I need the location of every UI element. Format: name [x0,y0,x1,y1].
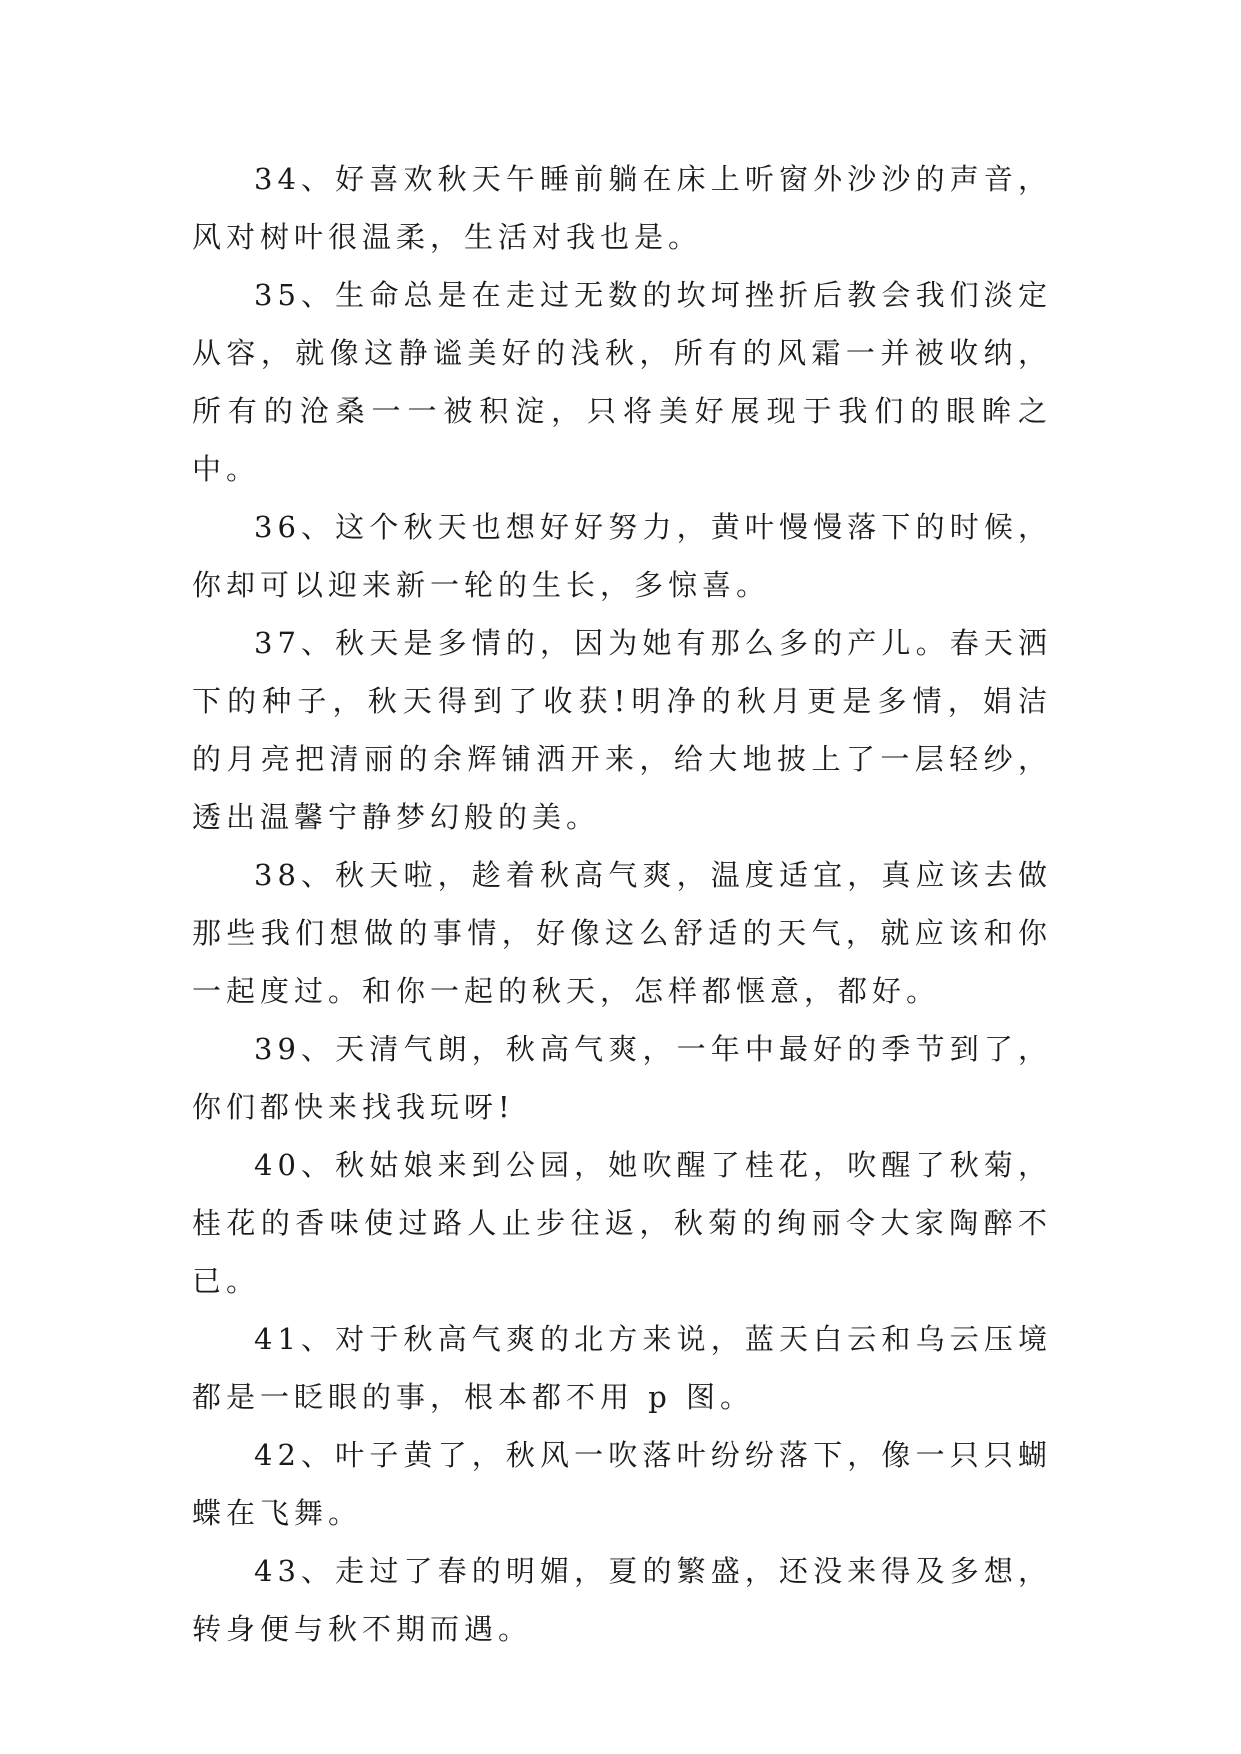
paragraph-34: 34、好喜欢秋天午睡前躺在床上听窗外沙沙的声音，风对树叶很温柔，生活对我也是。 [192,162,1052,254]
paragraph-41: 41、对于秋高气爽的北方来说，蓝天白云和乌云压境都是一眨眼的事，根本都不用 p 图。 [192,1322,1052,1414]
paragraph-42: 42、叶子黄了，秋风一吹落叶纷纷落下，像一只只蝴蝶在飞舞。 [192,1438,1052,1530]
paragraph-37: 37、秋天是多情的，因为她有那么多的产儿。春天洒下的种子，秋天得到了收获!明净的秋月更是多情，娟洁的月亮把清丽的余辉铺洒开来，给大地披上了一层轻纱，透出温馨宁静梦幻般的美。 [192,626,1052,834]
paragraph-43: 43、走过了春的明媚，夏的繁盛，还没来得及多想，转身便与秋不期而遇。 [192,1554,1052,1646]
paragraph-35: 35、生命总是在走过无数的坎坷挫折后教会我们淡定从容，就像这静谧美好的浅秋，所有的风霜一并被收纳，所有的沧桑一一被积淀，只将美好展现于我们的眼眸之中。 [192,278,1052,486]
paragraph-40: 40、秋姑娘来到公园，她吹醒了桂花，吹醒了秋菊，桂花的香味使过路人止步往返，秋菊的绚丽令大家陶醉不已。 [192,1148,1052,1298]
paragraph-36: 36、这个秋天也想好好努力，黄叶慢慢落下的时候，你却可以迎来新一轮的生长，多惊喜。 [192,510,1052,602]
paragraph-39: 39、天清气朗，秋高气爽，一年中最好的季节到了，你们都快来找我玩呀! [192,1032,1052,1124]
paragraph-38: 38、秋天啦，趁着秋高气爽，温度适宜，真应该去做那些我们想做的事情，好像这么舒适的天气，就应该和你一起度过。和你一起的秋天，怎样都惬意，都好。 [192,858,1052,1008]
document-body [192,150,1052,1658]
